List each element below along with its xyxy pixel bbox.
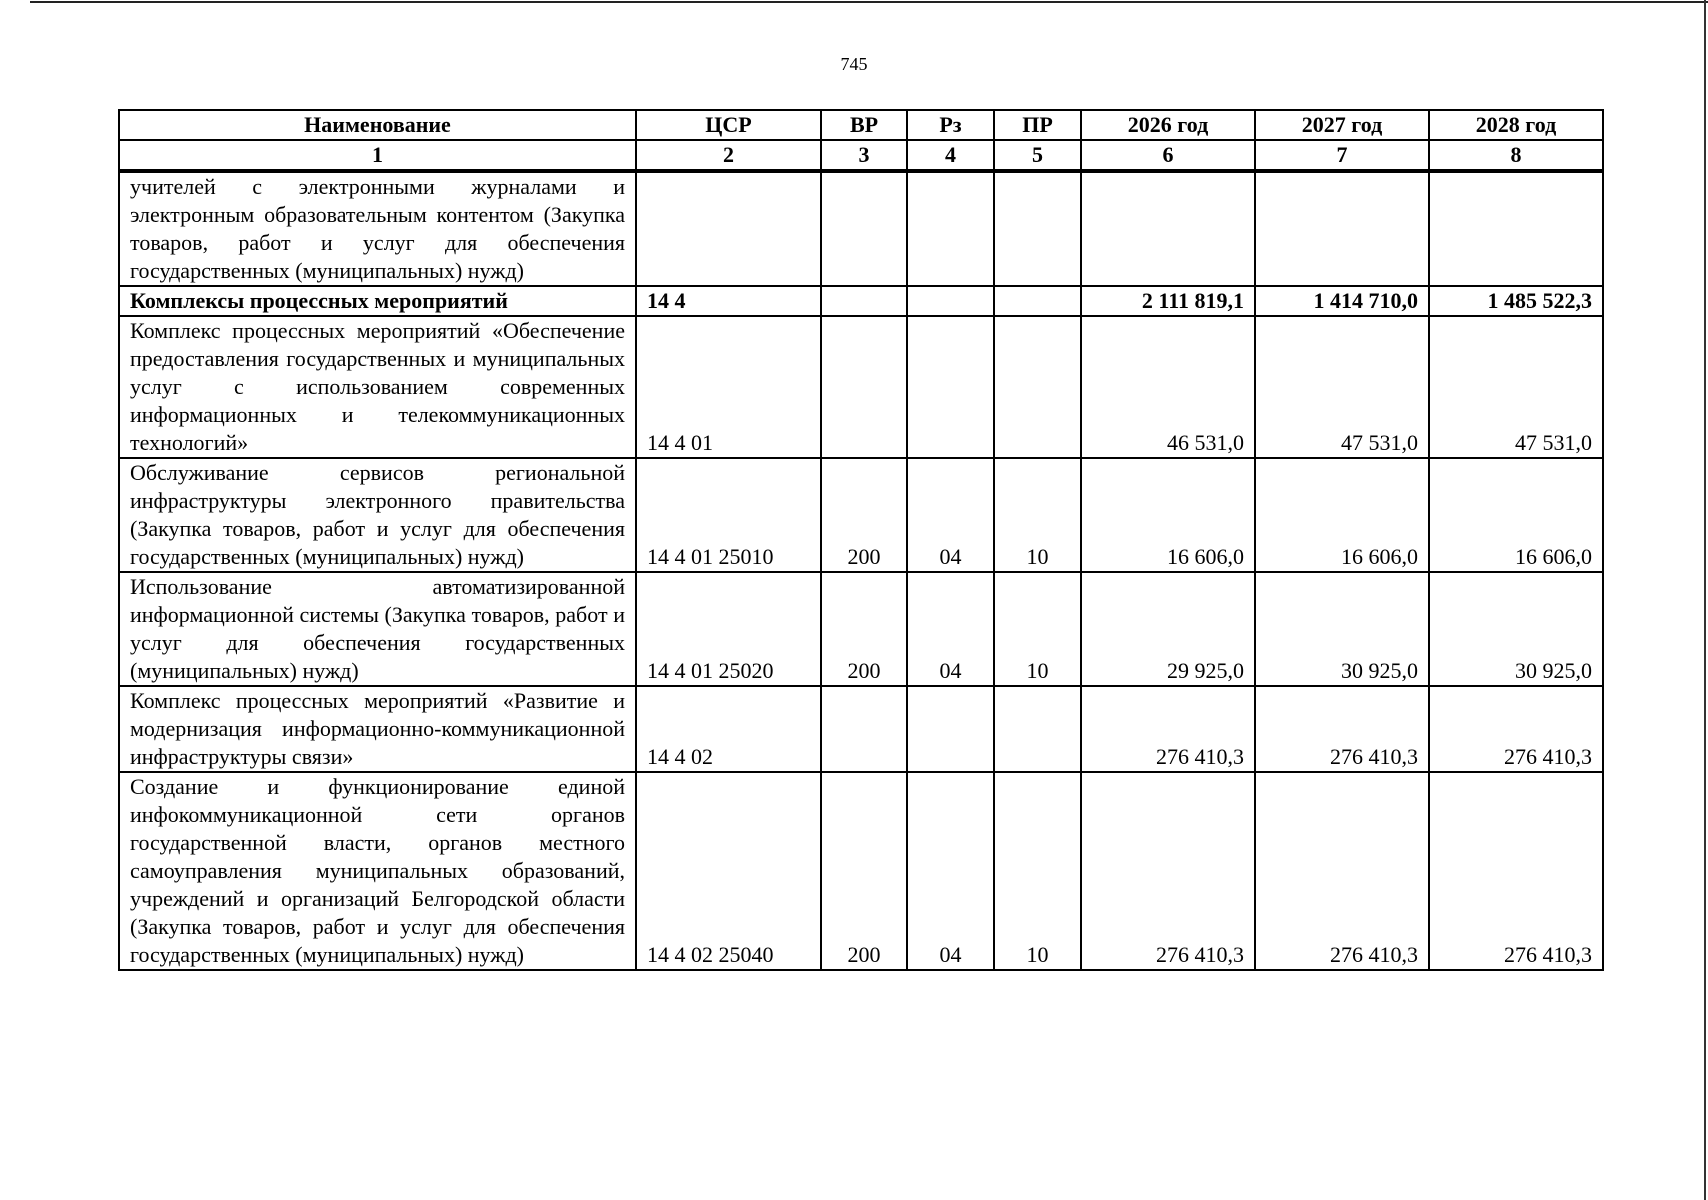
row-2027: 30 925,0 (1255, 572, 1429, 686)
row-2027: 1 414 710,0 (1255, 286, 1429, 316)
row-2028: 16 606,0 (1429, 458, 1603, 572)
table-row-total (119, 286, 1603, 316)
top-border-line (30, 1, 1708, 3)
table-row (119, 316, 1603, 458)
row-2027: 47 531,0 (1255, 316, 1429, 458)
row-rz (907, 171, 994, 286)
row-csr: 14 4 02 (636, 686, 821, 772)
row-pr: 10 (994, 772, 1081, 970)
row-csr: 14 4 01 25020 (636, 572, 821, 686)
column-number-row (119, 140, 1603, 171)
table-row (119, 686, 1603, 772)
row-name: Комплекс процессных мероприятий «Развитие и модернизация информационно-коммуникационной инфраструктуры связи» (119, 686, 636, 772)
row-name: учителей с электронными журналами и электронным образовательным контентом (Закупка товаров, работ и услуг для обеспечения государственных (муниципальных) нужд) (119, 171, 636, 286)
row-vr (821, 286, 907, 316)
header-2028: 2028 год (1429, 110, 1603, 140)
row-csr: 14 4 01 (636, 316, 821, 458)
row-csr (636, 171, 821, 286)
header-2027: 2027 год (1255, 110, 1429, 140)
row-name: Использование автоматизированной информационной системы (Закупка товаров, работ и услуг для обеспечения государственных (муниципальных) нужд) (119, 572, 636, 686)
row-pr (994, 686, 1081, 772)
column-number: 3 (821, 140, 907, 171)
row-2028 (1429, 171, 1603, 286)
table-row (119, 772, 1603, 970)
header-vr: ВР (821, 110, 907, 140)
row-csr: 14 4 02 25040 (636, 772, 821, 970)
column-number: 2 (636, 140, 821, 171)
header-name: Наименование (119, 110, 636, 140)
row-2028: 276 410,3 (1429, 772, 1603, 970)
table-row (119, 572, 1603, 686)
row-vr (821, 171, 907, 286)
row-pr: 10 (994, 572, 1081, 686)
row-2026: 2 111 819,1 (1081, 286, 1255, 316)
row-pr: 10 (994, 458, 1081, 572)
row-vr (821, 316, 907, 458)
row-vr (821, 686, 907, 772)
row-2026: 16 606,0 (1081, 458, 1255, 572)
table-row (119, 171, 1603, 286)
column-number: 7 (1255, 140, 1429, 171)
row-2026: 29 925,0 (1081, 572, 1255, 686)
row-pr (994, 286, 1081, 316)
row-rz (907, 286, 994, 316)
row-2027: 16 606,0 (1255, 458, 1429, 572)
column-number: 8 (1429, 140, 1603, 171)
row-2026: 276 410,3 (1081, 772, 1255, 970)
header-rz: Рз (907, 110, 994, 140)
row-vr: 200 (821, 458, 907, 572)
row-2026: 276 410,3 (1081, 686, 1255, 772)
row-2028: 47 531,0 (1429, 316, 1603, 458)
column-number: 4 (907, 140, 994, 171)
header-csr: ЦСР (636, 110, 821, 140)
row-rz: 04 (907, 772, 994, 970)
header-2026: 2026 год (1081, 110, 1255, 140)
budget-table (118, 109, 1604, 971)
row-name: Создание и функционирование единой инфокоммуникационной сети органов государственной власти, органов местного самоуправления муниципальных образований, учреждений и организаций Белгородской области (Закупка товаров, работ и услуг для обеспечения государственных (муниципальных) нужд) (119, 772, 636, 970)
row-2026: 46 531,0 (1081, 316, 1255, 458)
table-row (119, 458, 1603, 572)
row-2028: 30 925,0 (1429, 572, 1603, 686)
page-number: 745 (840, 54, 868, 74)
row-2028: 276 410,3 (1429, 686, 1603, 772)
row-vr: 200 (821, 572, 907, 686)
row-2028: 1 485 522,3 (1429, 286, 1603, 316)
row-rz: 04 (907, 572, 994, 686)
row-rz (907, 686, 994, 772)
right-border-line (1704, 0, 1706, 1200)
row-name: Обслуживание сервисов региональной инфраструктуры электронного правительства (Закупка товаров, работ и услуг для обеспечения государственных (муниципальных) нужд) (119, 458, 636, 572)
row-2027 (1255, 171, 1429, 286)
row-name: Комплекс процессных мероприятий «Обеспечение предоставления государственных и муниципальных услуг с использованием современных информационных и телекоммуникационных технологий» (119, 316, 636, 458)
header-pr: ПР (994, 110, 1081, 140)
row-vr: 200 (821, 772, 907, 970)
row-2026 (1081, 171, 1255, 286)
row-csr: 14 4 01 25010 (636, 458, 821, 572)
row-name: Комплексы процессных мероприятий (119, 286, 636, 316)
column-number: 5 (994, 140, 1081, 171)
row-pr (994, 171, 1081, 286)
column-number: 6 (1081, 140, 1255, 171)
row-rz: 04 (907, 458, 994, 572)
row-csr: 14 4 (636, 286, 821, 316)
row-2027: 276 410,3 (1255, 772, 1429, 970)
row-pr (994, 316, 1081, 458)
row-rz (907, 316, 994, 458)
row-2027: 276 410,3 (1255, 686, 1429, 772)
header-row (119, 110, 1603, 140)
column-number: 1 (119, 140, 636, 171)
